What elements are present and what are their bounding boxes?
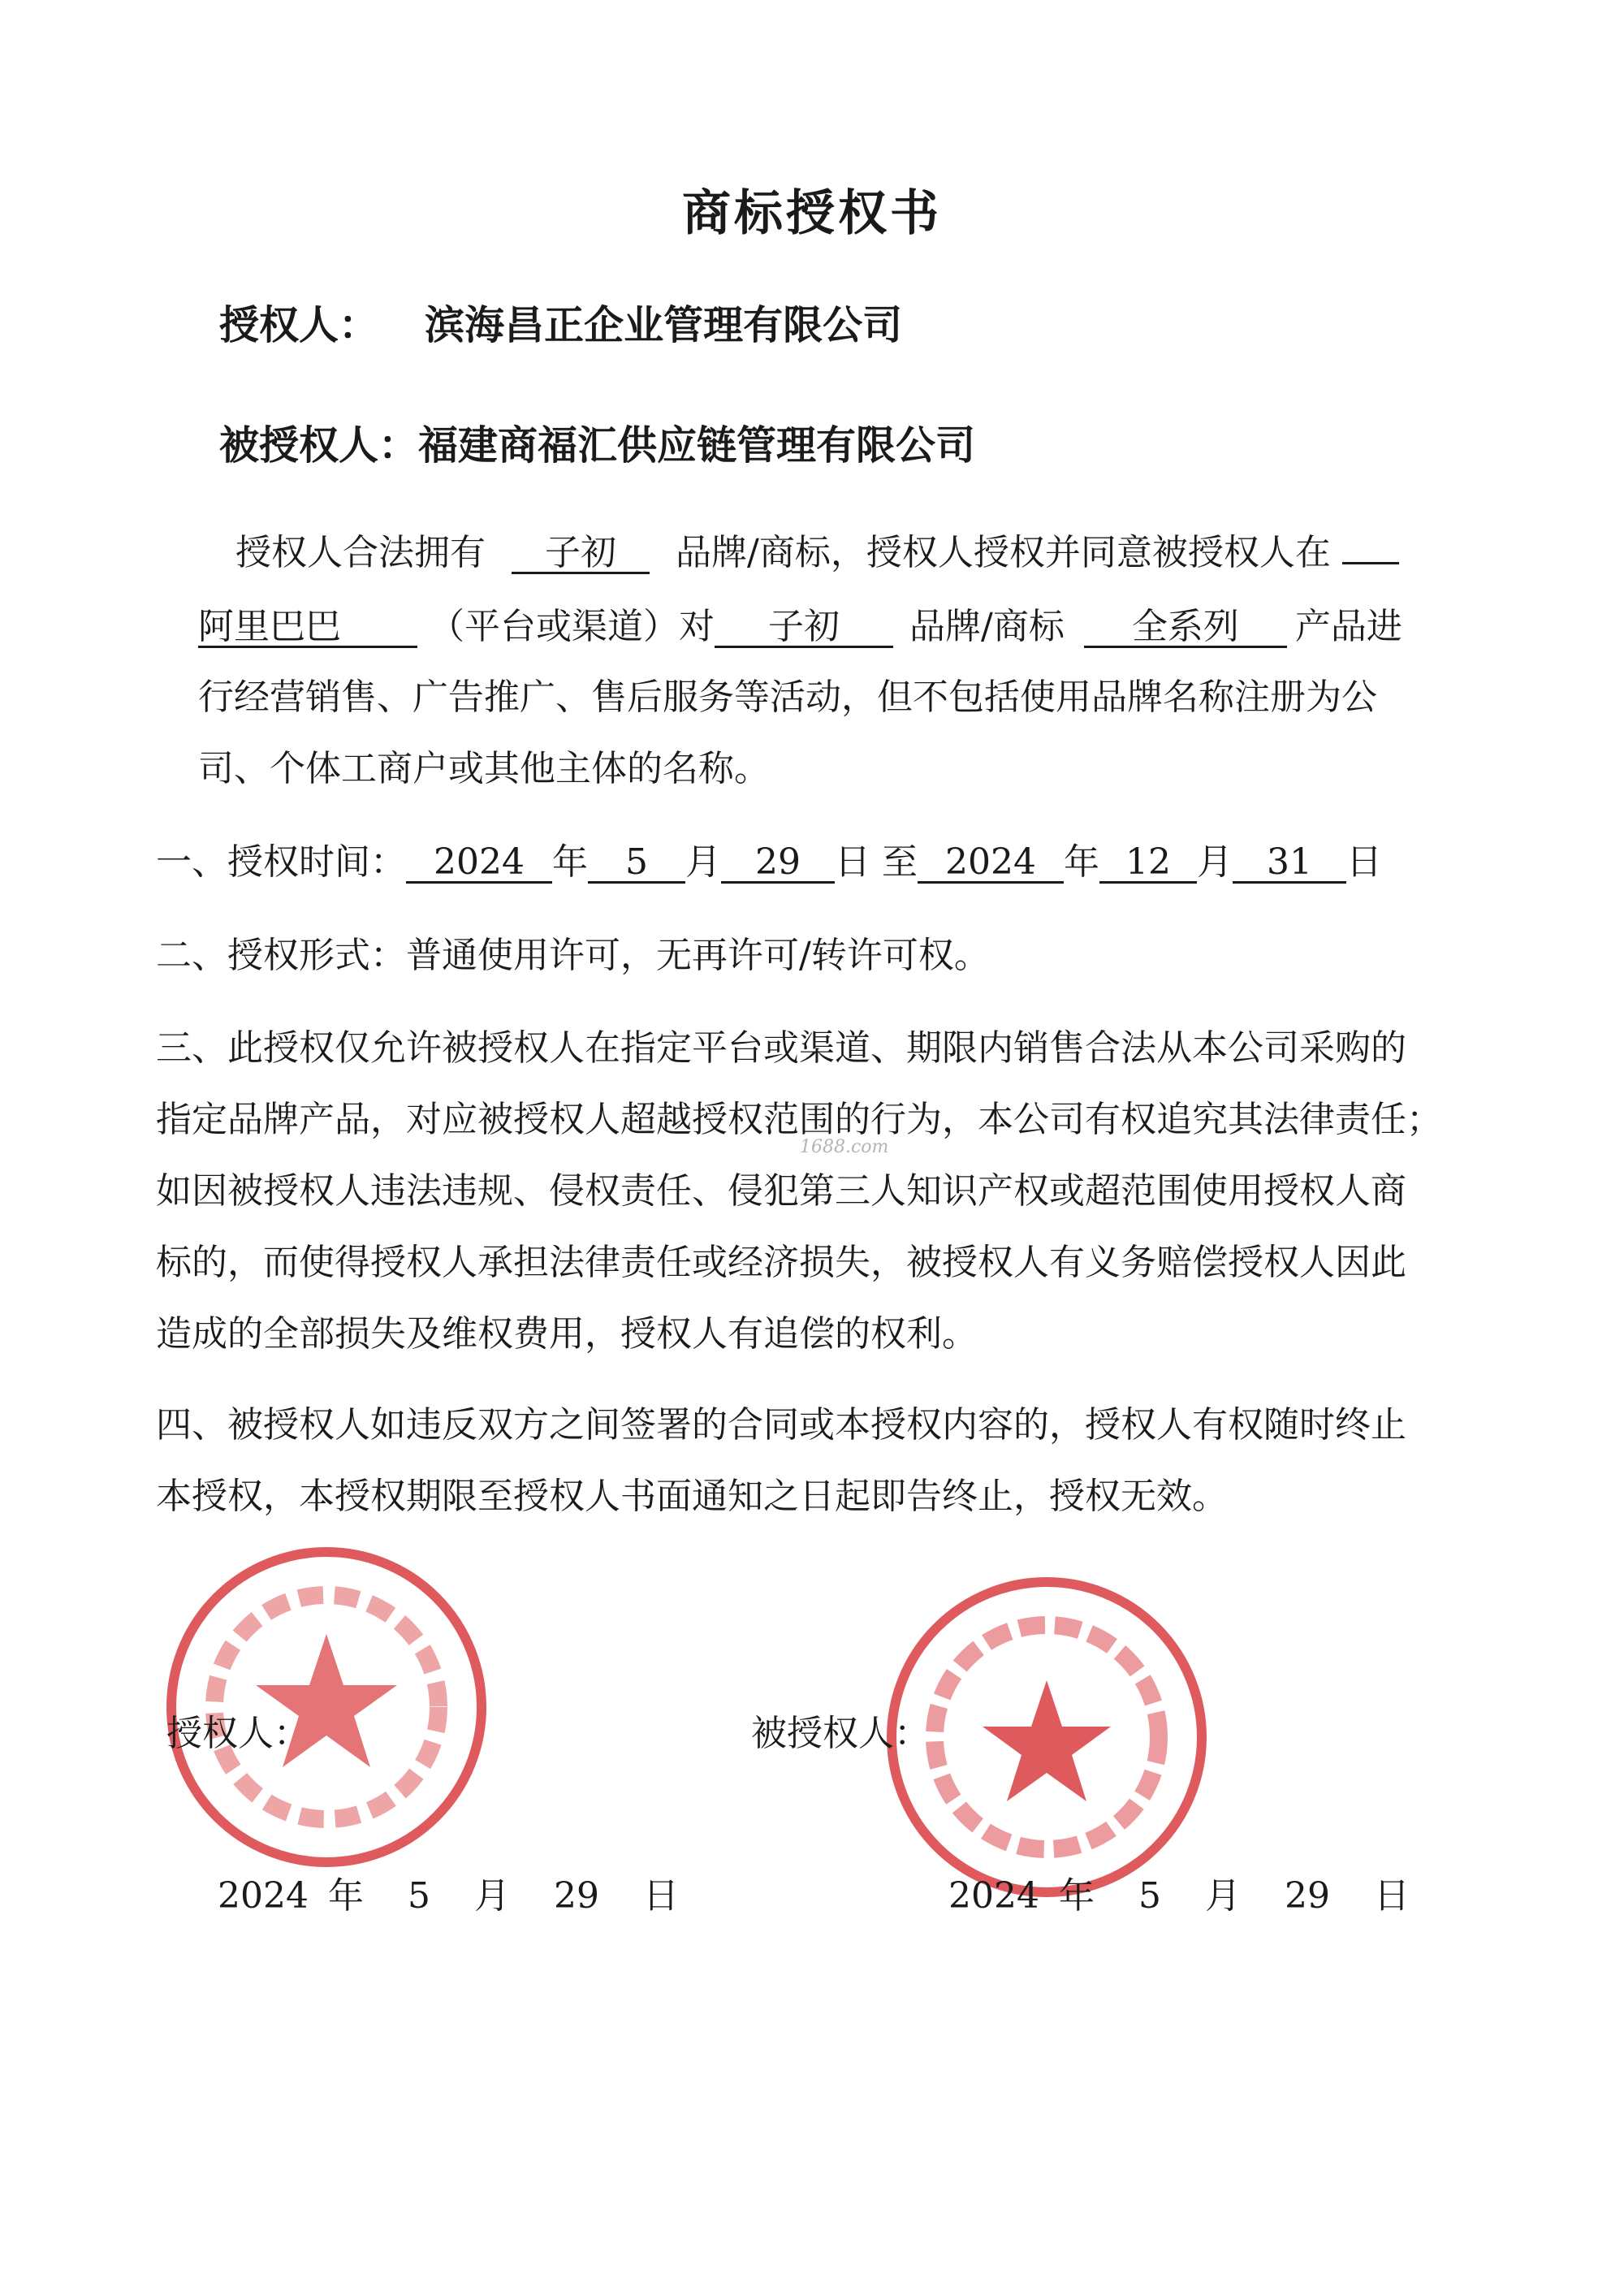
clause-1	[156, 832, 1382, 884]
intro-line-4: 司、个体工商户或其他主体的名称。	[198, 748, 770, 789]
trailing-blank	[1342, 562, 1399, 564]
grantee-date	[948, 1866, 1410, 1918]
intro-text: （平台或渠道）对	[429, 606, 715, 647]
grantee-label: 被授权人：	[219, 421, 419, 469]
grantee-line	[219, 414, 975, 471]
start-month: 5	[588, 844, 685, 884]
unit-day: 日	[1346, 841, 1382, 883]
date-day: 29	[553, 1875, 599, 1917]
to-word: 至	[882, 841, 918, 883]
unit-day: 日	[835, 841, 870, 883]
end-month: 12	[1099, 844, 1197, 884]
unit-year: 年	[327, 1875, 364, 1917]
intro-text: 品牌/商标，授权人授权并同意被授权人在	[676, 532, 1331, 573]
product-scope-blank: 全系列	[1084, 608, 1287, 648]
end-year: 2024	[918, 844, 1064, 884]
clause-4-line: 本授权，本授权期限至授权人书面通知之日起即告终止，授权无效。	[156, 1476, 1228, 1517]
unit-year: 年	[1058, 1875, 1095, 1917]
watermark: 1688.com	[800, 1137, 889, 1157]
brand-blank: 子初	[512, 534, 650, 574]
grantor-date	[218, 1866, 679, 1918]
date-month: 5	[407, 1875, 430, 1917]
clause-3-line: 标的，而使得授权人承担法律责任或经济损失，被授权人有义务赔偿授权人因此	[156, 1242, 1406, 1283]
grantee-name: 福建商福汇供应链管理有限公司	[418, 421, 976, 469]
unit-day: 日	[642, 1875, 679, 1917]
clause-3-line: 指定品牌产品，对应被授权人超越授权范围的行为，本公司有权追究其法律责任；	[156, 1099, 1442, 1140]
grantor-line	[219, 294, 902, 351]
grantee-seal-graphic	[896, 1587, 1197, 1887]
intro-line-2	[198, 597, 1402, 649]
date-year: 2024	[218, 1875, 309, 1917]
clause-2: 二、授权形式：普通使用许可，无再许可/转许可权。	[156, 935, 990, 976]
clause-1-label: 一、授权时间：	[156, 841, 406, 883]
intro-text: 授权人合法拥有	[235, 532, 486, 573]
clause-3-line: 如因被授权人违法违规、侵权责任、侵犯第三人知识产权或超范围使用授权人商	[156, 1170, 1406, 1212]
intro-line-3: 行经营销售、广告推广、售后服务等活动，但不包括使用品牌名称注册为公	[198, 676, 1377, 718]
start-day: 29	[721, 844, 835, 884]
signature-grantee-label: 被授权人：	[751, 1713, 930, 1754]
unit-month: 月	[1197, 841, 1233, 883]
unit-month: 月	[685, 841, 721, 883]
intro-text: 品牌/商标	[909, 606, 1065, 647]
intro-line-1	[235, 523, 1399, 575]
date-month: 5	[1138, 1875, 1161, 1917]
grantee-seal	[887, 1577, 1207, 1897]
unit-day: 日	[1373, 1875, 1410, 1917]
brand-blank-2: 子初	[715, 608, 893, 648]
unit-year: 年	[1064, 841, 1099, 883]
document-title: 商标授权书	[682, 185, 942, 242]
unit-year: 年	[552, 841, 588, 883]
clause-3-line: 三、此授权仅允许被授权人在指定平台或渠道、期限内销售合法从本公司采购的	[156, 1027, 1406, 1069]
unit-month: 月	[1204, 1875, 1241, 1917]
date-day: 29	[1284, 1875, 1330, 1917]
end-day: 31	[1233, 844, 1346, 884]
start-year: 2024	[406, 844, 552, 884]
date-year: 2024	[948, 1875, 1039, 1917]
grantor-label: 授权人：	[219, 301, 379, 348]
grantor-name: 滨海昌正企业管理有限公司	[425, 301, 903, 348]
unit-month: 月	[473, 1875, 510, 1917]
platform-blank: 阿里巴巴	[198, 608, 417, 648]
clause-4-line: 四、被授权人如违反双方之间签署的合同或本授权内容的，授权人有权随时终止	[156, 1404, 1406, 1446]
signature-grantor-label: 授权人：	[166, 1713, 309, 1754]
clause-3-line: 造成的全部损失及维权费用，授权人有追偿的权利。	[156, 1313, 978, 1355]
intro-text: 产品进	[1294, 606, 1402, 647]
